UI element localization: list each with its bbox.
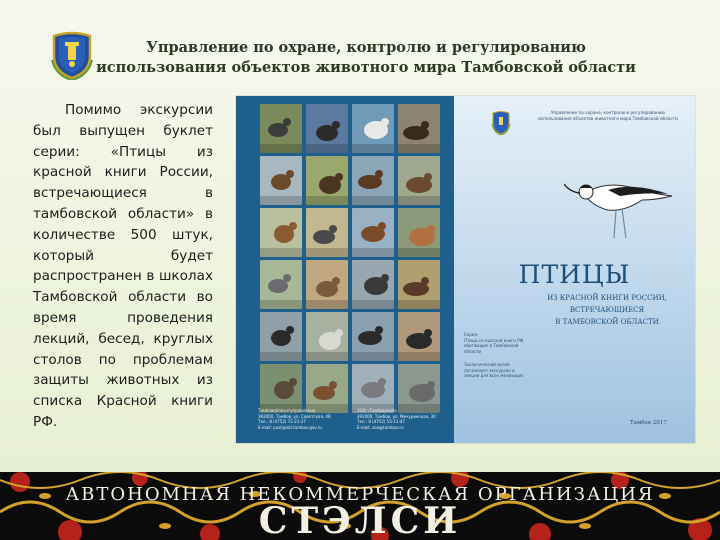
contact-line: ЗОО «Тамбовский»: [357, 408, 398, 413]
footer-org-name: СТЭЛСИ: [258, 500, 462, 540]
bird-photo: [352, 104, 394, 153]
bird-silhouette-icon: [260, 364, 302, 413]
page-title: [96, 38, 636, 78]
bird-silhouette-icon: [398, 208, 440, 257]
bird-photo: [260, 104, 302, 153]
contact-right: [357, 408, 448, 438]
bird-silhouette-icon: [260, 208, 302, 257]
bird-photo: [398, 104, 440, 153]
bird-silhouette-icon: [260, 260, 302, 309]
bird-silhouette-icon: [260, 156, 302, 205]
booklet-front-cover: [454, 96, 695, 443]
bird-photo: [306, 312, 348, 361]
bird-silhouette-icon: [306, 312, 348, 361]
bird-silhouette-icon: [398, 156, 440, 205]
bird-photo: [260, 156, 302, 205]
bird-silhouette-icon: [352, 260, 394, 309]
booklet-back-cover: [236, 96, 454, 443]
booklet-subtitle: [532, 292, 682, 328]
bird-silhouette-icon: [306, 364, 348, 413]
booklet-image: [236, 96, 695, 443]
bird-photo: [398, 260, 440, 309]
contact-left: [258, 408, 349, 438]
bird-photo: [306, 260, 348, 309]
coat-of-arms-icon: [491, 110, 511, 135]
bird-silhouette-icon: [306, 104, 348, 153]
bird-photo: [352, 364, 394, 413]
bird-silhouette-icon: [306, 208, 348, 257]
bird-photo: [398, 364, 440, 413]
contact-line: E-mail: post@obl.tambov.gov.ru: [258, 424, 322, 430]
bird-photo: [398, 208, 440, 257]
booklet-series: [464, 332, 526, 354]
bird-silhouette-icon: [398, 312, 440, 361]
bird-photo: [352, 208, 394, 257]
bird-silhouette-icon: [260, 312, 302, 361]
booklet-series-text: Птицы из красной книги РФ, обитающие в Тамбовской области: [464, 337, 525, 354]
bird-photo-grid: [260, 104, 446, 413]
booklet-city-year: Тамбов 2017: [630, 420, 667, 426]
page-title-line1: Управление по охране, контролю и регулированию: [146, 39, 586, 56]
bird-silhouette-icon: [398, 364, 440, 413]
bird-photo: [352, 260, 394, 309]
tambov-coat-of-arms-icon: [50, 30, 94, 80]
bird-silhouette-icon: [352, 208, 394, 257]
bird-silhouette-icon: [306, 156, 348, 205]
avocet-bird-icon: [564, 166, 679, 241]
contact-line: 392000, Тамбов, ул. Мичуринская, 30: [357, 413, 436, 419]
bird-photo: [352, 312, 394, 361]
booklet-title: ПТИЦЫ: [518, 260, 631, 289]
bird-photo: [306, 208, 348, 257]
booklet-subtitle-line1: ИЗ КРАСНОЙ КНИГИ РОССИИ,: [547, 294, 667, 302]
contact-line: Тамбовоблохотуправление: [258, 408, 316, 413]
contact-line: 392000, Тамбов, ул. Советская, 48: [258, 413, 331, 419]
bird-silhouette-icon: [352, 104, 394, 153]
booklet-series-label: Серия:: [464, 332, 479, 337]
bird-photo: [260, 312, 302, 361]
bird-silhouette-icon: [398, 104, 440, 153]
bird-silhouette-icon: [398, 260, 440, 309]
bird-photo: [306, 104, 348, 153]
bird-silhouette-icon: [306, 260, 348, 309]
footer-org-type: АВТОНОМНАЯ НЕКОММЕРЧЕСКАЯ ОРГАНИЗАЦИЯ: [65, 484, 655, 505]
booklet-subtitle-line3: В ТАМБОВСКОЙ ОБЛАСТИ: [555, 318, 659, 326]
bird-silhouette-icon: [352, 364, 394, 413]
booklet-contacts: [258, 408, 448, 438]
bird-photo: [260, 364, 302, 413]
footer-banner: [0, 472, 720, 540]
body-paragraph: Помимо экскурсии был выпущен буклет серии: «Птицы из красной книги России, встречающиеся в тамбовской области» в количестве 500 штук, который будет распространен в школах Тамбовской области во время проведения лекций, бесед, круглых столов по проблемам защиты животных из списка Красной книги РФ.: [33, 102, 213, 430]
booklet-info: Зоологический музей организует экскурсии и лекции для всех желающих: [464, 362, 524, 378]
bird-silhouette-icon: [352, 156, 394, 205]
contact-line: Тел.: 8 (4752) 53-11-47: [357, 419, 405, 424]
bird-silhouette-icon: [260, 104, 302, 153]
bird-photo: [306, 364, 348, 413]
bird-photo: [260, 260, 302, 309]
bird-photo: [398, 312, 440, 361]
booklet-org-text: Управление по охране, контролю и регулированию использования объектов животного мира Тамбовской области: [538, 110, 678, 121]
bird-photo: [260, 208, 302, 257]
bird-photo: [306, 156, 348, 205]
booklet-subtitle-line2: ВСТРЕЧАЮЩИЕСЯ: [569, 306, 645, 314]
bird-photo: [398, 156, 440, 205]
contact-line: E-mail: zoo@tambov.ru: [357, 424, 404, 430]
bird-photo: [352, 156, 394, 205]
page-title-line2: использования объектов животного мира Тамбовской области: [96, 59, 636, 76]
bird-silhouette-icon: [352, 312, 394, 361]
contact-line: Тел.: 8 (4752) 72-21-37: [258, 419, 306, 424]
